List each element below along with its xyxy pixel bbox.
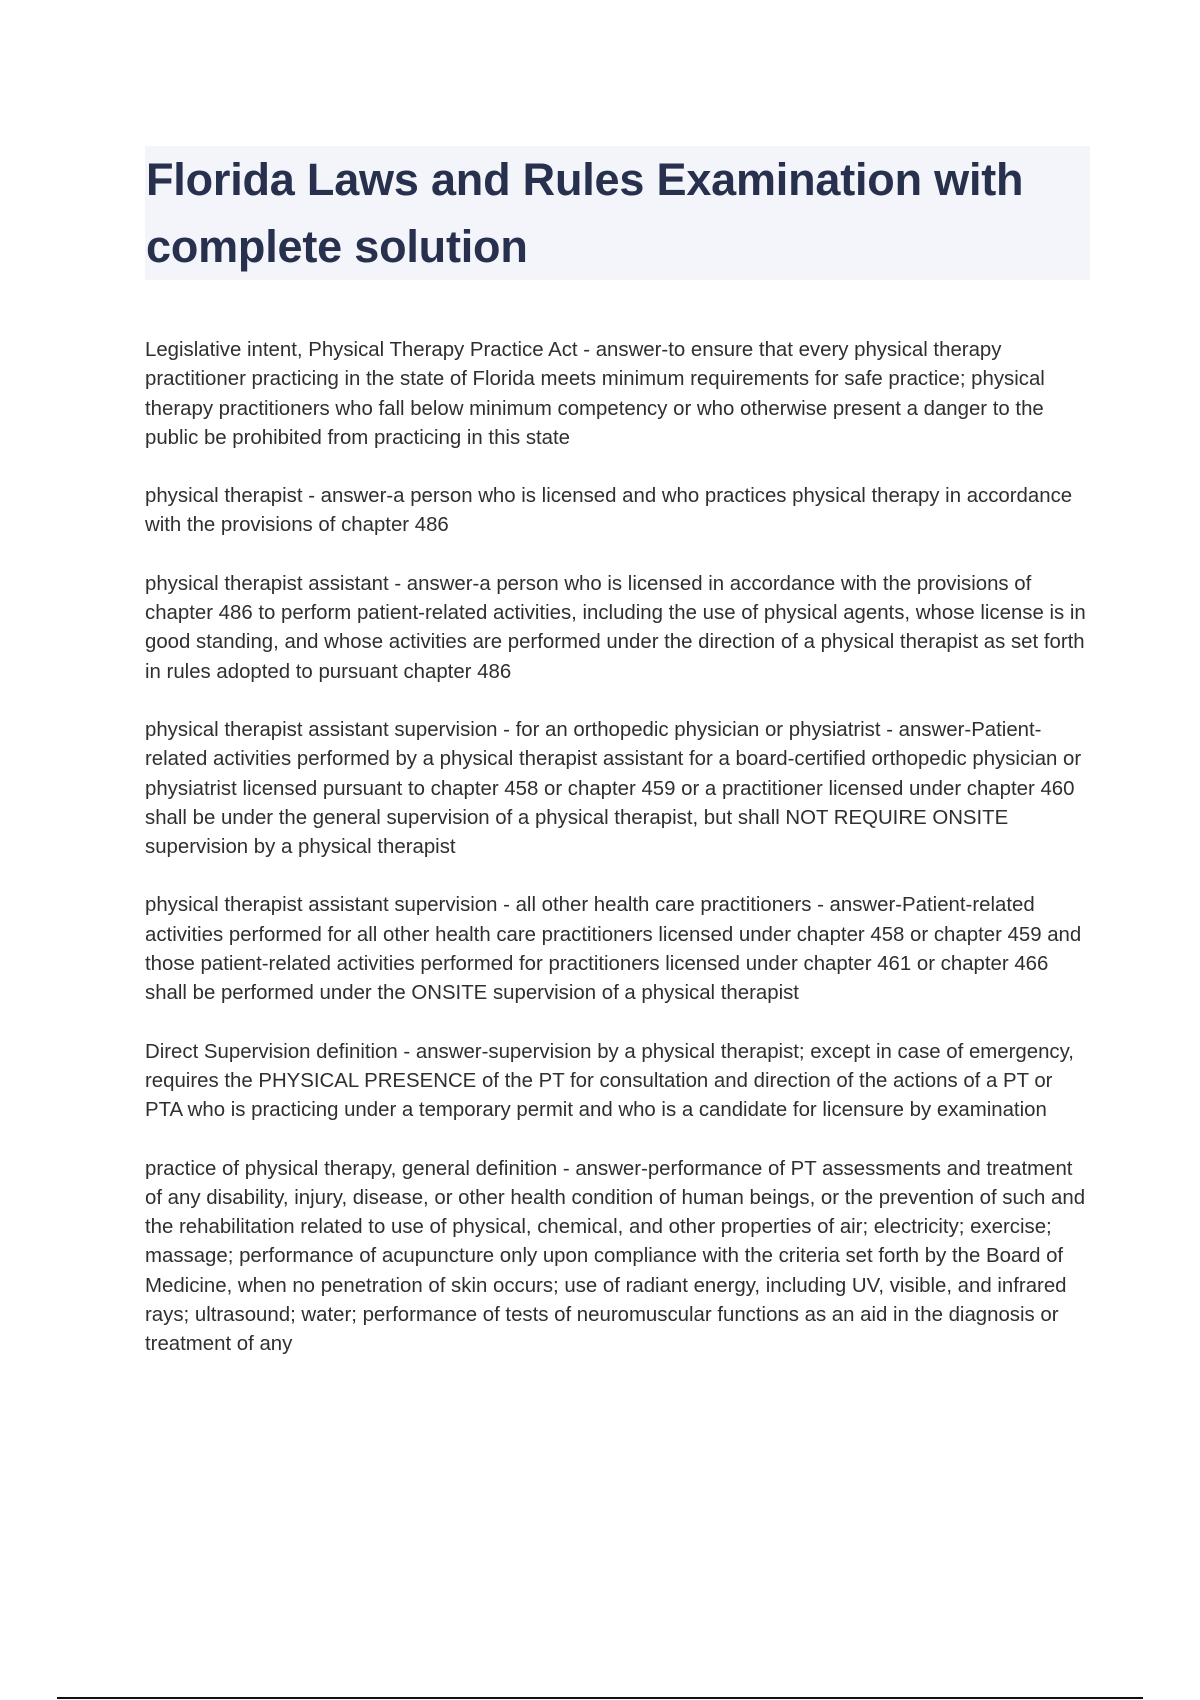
qa-entry-practice-of-physical-therapy: practice of physical therapy, general definition - answer-performance of PT assessments and treatment of any disability, injury, disease, or other health condition of human beings, or the prevention of such and the rehabilitation related to use of physical, chemical, and other properties of air; electricity; exercise; massage; performance of acupuncture only upon compliance with the criteria set forth by the Board of Medicine, when no penetration of skin occurs; use of radiant energy, including UV, visible, and infrared rays; ultrasound; water; performance of tests of neuromuscular functions as an aid in the diagnosis or treatment of any — [145, 1157, 1086, 1356]
page-title: Florida Laws and Rules Examination with complete solution — [146, 154, 1024, 272]
qa-entry-physical-therapist: physical therapist - answer-a person who is licensed and who practices physical therapy in accordance with the provisions of chapter 486 — [145, 485, 1073, 537]
qa-entry-physical-therapist-assistant: physical therapist assistant - answer-a person who is licensed in accordance with the provisions of chapter 486 to perform patient-related activities, including the use of physical agents, whose license is in good standing, and whose activities are performed under the direction of a physical therapist as set forth in rules adopted to pursuant chapter 486 — [145, 572, 1086, 683]
qa-entry-pta-supervision-orthopedic: physical therapist assistant supervision - for an orthopedic physician or physiatrist - answer-Patient-related activities performed by a physical therapist assistant for a board-certified orthopedic physician or physiatrist licensed pursuant to chapter 458 or chapter 459 or a practitioner licensed under chapter 460 shall be under the general supervision of a physical therapist, but shall NOT REQUIRE ONSITE supervision by a physical therapist — [145, 718, 1082, 859]
document-body — [145, 336, 1095, 1389]
qa-entry-direct-supervision: Direct Supervision definition - answer-supervision by a physical therapist; except in case of emergency, requires the PHYSICAL PRESENCE of the PT for consultation and direction of the actions of a PT or PTA who is practicing under a temporary permit and who is a candidate for licensure by examination — [145, 1040, 1074, 1122]
qa-entry-legislative-intent: Legislative intent, Physical Therapy Practice Act - answer-to ensure that every physical therapy practitioner practicing in the state of Florida meets minimum requirements for safe practice; physical therapy practitioners who fall below minimum competency or who otherwise present a danger to the public be prohibited from practicing in this state — [145, 339, 1045, 449]
page-bottom-divider — [57, 1697, 1143, 1699]
title-banner — [145, 146, 1090, 280]
qa-entry-pta-supervision-other: physical therapist assistant supervision - all other health care practitioners - answer-Patient-related activities performed for all other health care practitioners licensed under chapter 458 or chapter 459 and those patient-related activities performed for practitioners licensed under chapter 461 or chapter 466 shall be performed under the ONSITE supervision of a physical therapist — [145, 894, 1082, 1005]
